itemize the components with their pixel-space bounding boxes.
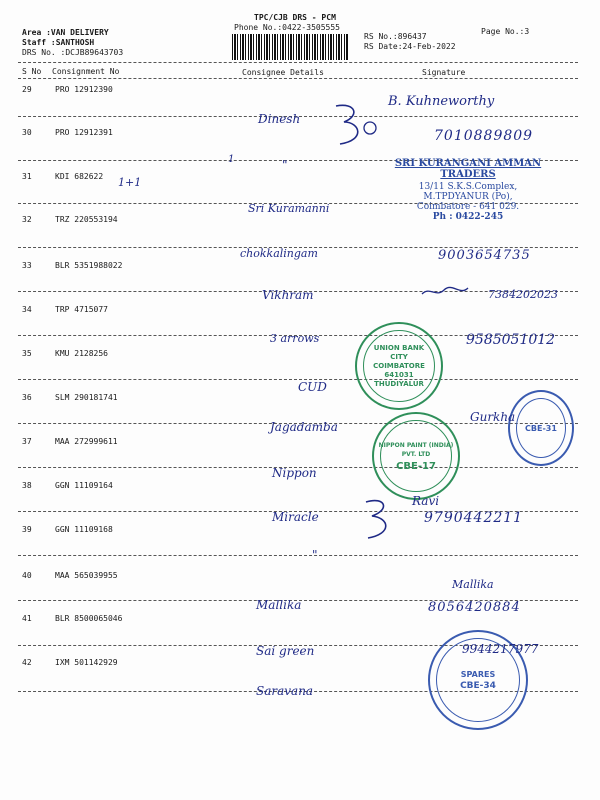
union-bank-stamp bbox=[355, 322, 443, 410]
row-consignment: KMU 2128256 bbox=[55, 349, 108, 358]
row-consignment: MAA 565039955 bbox=[55, 571, 118, 580]
consignee-name-row-35: 3 arrows bbox=[270, 332, 320, 345]
consignee-name-row-36: CUD bbox=[298, 380, 327, 394]
consignee-name-row-43: Saravana bbox=[256, 684, 314, 698]
right-side-stamp bbox=[508, 390, 574, 466]
header-rule-bottom bbox=[18, 78, 578, 79]
signature-scribble-row-30 bbox=[330, 100, 382, 152]
area-label: Area :VAN DELIVERY bbox=[22, 28, 109, 37]
header-rule-top bbox=[18, 62, 578, 63]
row-sno: 34 bbox=[22, 305, 32, 314]
page-number: Page No.:3 bbox=[481, 27, 530, 36]
row-consignment: TRP 4715077 bbox=[55, 305, 108, 314]
col-consignee: Consignee Details bbox=[242, 68, 324, 77]
rs-number: RS No.:896437 bbox=[364, 32, 427, 41]
tick-row-31: 1 bbox=[228, 154, 235, 165]
consignee-name-row-34: Vikhram bbox=[262, 288, 314, 302]
col-s-no: S No bbox=[22, 67, 42, 76]
traders-stamp-city: Coimbatore - 641 029. bbox=[416, 202, 520, 212]
union-bank-stamp-name: UNION BANK bbox=[373, 343, 425, 352]
signature-row-39: Ravi bbox=[412, 494, 440, 508]
row-consignment: PRO 12912390 bbox=[55, 85, 113, 94]
traders-stamp bbox=[368, 158, 568, 222]
traders-stamp-addr1: 13/11 S.K.S.Complex, bbox=[418, 182, 518, 192]
signature-row-37: Gurkha bbox=[470, 410, 516, 424]
row-sno: 30 bbox=[22, 128, 32, 137]
spares-stamp-code: CBE-34 bbox=[460, 680, 496, 691]
phone-row-41: 8056420884 bbox=[428, 600, 521, 615]
row-sno: 29 bbox=[22, 85, 32, 94]
phone-row-33: 9003654735 bbox=[438, 248, 531, 263]
row-consignment: BLR 5351988022 bbox=[55, 261, 123, 270]
consignee-name-row-42: Sai green bbox=[256, 644, 315, 658]
row-consignment: SLM 290181741 bbox=[55, 393, 118, 402]
row-consignment: PRO 12912391 bbox=[55, 128, 113, 137]
staff-label: Staff :SANTHOSH bbox=[22, 38, 95, 47]
phone-row-30: 7010889809 bbox=[434, 128, 534, 144]
row-consignment: MAA 272999611 bbox=[55, 437, 118, 446]
col-signature: Signature bbox=[422, 68, 466, 77]
consignee-name-row-39: Miracle bbox=[272, 510, 319, 524]
union-bank-stamp-sub: CITY bbox=[390, 352, 408, 361]
row-consignment: TRZ 220553194 bbox=[55, 215, 118, 224]
quantity-mark-row-31: 1+1 bbox=[118, 176, 142, 189]
row-consignment: GGN 11109164 bbox=[55, 481, 113, 490]
consignee-name-row-33: chokkalingam bbox=[240, 247, 318, 260]
nippon-stamp-code: CBE-17 bbox=[396, 461, 436, 472]
phone-row-34: 7384202023 bbox=[488, 288, 558, 301]
phone-row-42: 9944217977 bbox=[462, 642, 539, 656]
signature-row-29: B. Kuhneworthy bbox=[388, 94, 495, 109]
row-sno: 38 bbox=[22, 481, 32, 490]
nippon-stamp-text: NIPPON PAINT (INDIA) PVT. LTD bbox=[378, 442, 454, 458]
row-sno: 33 bbox=[22, 261, 32, 270]
row-sno: 36 bbox=[22, 393, 32, 402]
col-consignment: Consignment No bbox=[52, 67, 120, 76]
row-sno: 31 bbox=[22, 172, 32, 181]
rs-date: RS Date:24-Feb-2022 bbox=[364, 42, 456, 51]
barcode bbox=[232, 34, 348, 60]
right-stamp-code: CBE-31 bbox=[525, 423, 557, 433]
row-sno: 32 bbox=[22, 215, 32, 224]
union-bank-stamp-code: 641031 bbox=[384, 370, 414, 379]
row-sno: 39 bbox=[22, 525, 32, 534]
traders-stamp-name: SRI KURANGANI AMMAN TRADERS bbox=[394, 158, 542, 180]
phone-number: Phone No.:0422-3505555 bbox=[234, 23, 340, 32]
phone-row-39: 9790442211 bbox=[424, 510, 524, 526]
row-consignment: GGN 11109168 bbox=[55, 525, 113, 534]
union-bank-stamp-place: THUDIYALUR bbox=[374, 379, 424, 388]
row-sno: 40 bbox=[22, 571, 32, 580]
union-bank-stamp-branch: COIMBATORE bbox=[373, 361, 425, 370]
row-sno: 37 bbox=[22, 437, 32, 446]
consignee-name-row-32: Sri Kuramanni bbox=[248, 202, 330, 215]
signature-scribble-row-39 bbox=[362, 496, 398, 544]
drs-number: DRS No. :DCJB89643703 bbox=[22, 48, 124, 57]
row-rule bbox=[18, 555, 578, 556]
consignee-name-row-37: Jagadamba bbox=[270, 420, 338, 434]
spares-stamp-text: SPARES bbox=[460, 669, 496, 679]
row-sno: 42 bbox=[22, 658, 32, 667]
consignee-name-row-40: Mallika bbox=[452, 578, 494, 591]
row-consignment: BLR 8500065046 bbox=[55, 614, 123, 623]
document-title: TPC/CJB DRS - PCM bbox=[254, 13, 336, 22]
traders-stamp-phone: Ph : 0422-245 bbox=[432, 212, 504, 222]
row-sno: 35 bbox=[22, 349, 32, 358]
traders-stamp-addr2: M.TPDYANUR (Po), bbox=[423, 192, 513, 202]
consignee-name-row-38: Nippon bbox=[272, 466, 317, 480]
consignee-name-row-41: Mallika bbox=[256, 598, 302, 612]
nippon-paint-stamp bbox=[372, 412, 460, 500]
ditto-row-40: " bbox=[312, 548, 318, 562]
phone-row-35: 9585051012 bbox=[466, 332, 556, 348]
signature-scribble-row-34 bbox=[420, 284, 470, 300]
consignee-name-row-30: Dinesh bbox=[258, 112, 301, 126]
ditto-row-31: " bbox=[282, 158, 288, 172]
row-sno: 41 bbox=[22, 614, 32, 623]
row-consignment: KDI 682622 bbox=[55, 172, 104, 181]
row-consignment: IXM 501142929 bbox=[55, 658, 118, 667]
